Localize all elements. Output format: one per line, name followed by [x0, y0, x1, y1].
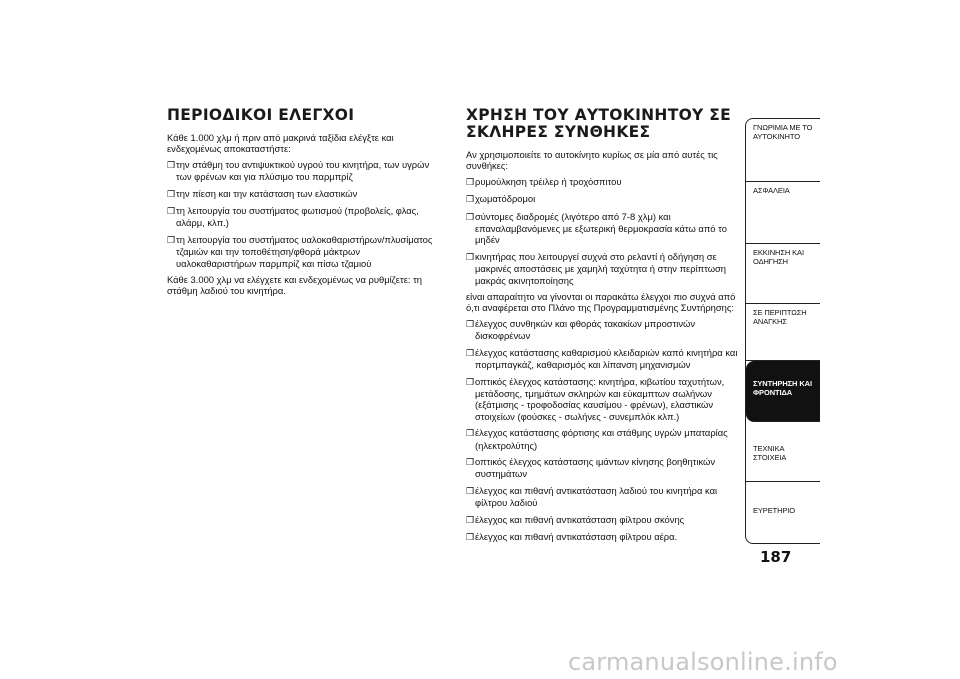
checkbox-bullet-icon: ❒ [167, 234, 176, 245]
frequent-checks-list [466, 318, 742, 544]
left-column [167, 107, 442, 301]
page-number: 187 [760, 548, 792, 566]
list-item: ❒την στάθμη του αντιψυκτικού υγρού του κινητήρα, των υγρών των φρένων και για πλύσιμο του παρμπρίζ [167, 158, 430, 183]
tab-technical-data[interactable]: ΤΕΧΝΙΚΑ ΣΤΟΙΧΕΙΑ [746, 422, 820, 482]
list-item: ❒τη λειτουργία του συστήματος φωτισμού (προβολείς, φλας, αλάρμ, κλπ.) [167, 205, 419, 229]
tab-emergency[interactable]: ΣΕ ΠΕΡΙΠΤΩΣΗ ΑΝΑΓΚΗΣ [746, 304, 820, 361]
list-item: ❒έλεγχος και πιθανή αντικατάσταση λαδιού του κινητήρα και φίλτρου λαδιού [466, 484, 718, 509]
checkbox-bullet-icon: ❒ [167, 188, 176, 199]
list-item: ❒την πίεση και την κατάσταση των ελαστικών [167, 187, 358, 199]
checkbox-bullet-icon: ❒ [466, 485, 475, 496]
list-item: ❒σύντομες διαδρομές (λιγότερο από 7-8 χλμ) και επαναλαμβανόμενες με εξωτερική θερμοκρασία κάτω από το μηδέν [466, 210, 727, 246]
tab-maintenance-care[interactable]: ΣΥΝΤΗΡΗΣΗ ΚΑΙ ΦΡΟΝΤΙΔΑ [746, 361, 820, 422]
section-title-severe-conditions: ΧΡΗΣΗ ΤΟΥ ΑΥΤΟΚΙΝΗΤΟΥ ΣΕ ΣΚΛΗΡΕΣ ΣΥΝΘΗΚΕΣ [466, 106, 732, 141]
tab-starting-driving[interactable]: ΕΚΚΙΝΗΣΗ ΚΑΙ ΟΔΗΓΗΣΗ [746, 244, 820, 304]
list-item: ❒ρυμούλκηση τρέιλερ ή τροχόσπιτου [466, 175, 622, 187]
chapter-tabs [745, 118, 820, 544]
checkbox-bullet-icon: ❒ [466, 531, 475, 542]
checkbox-bullet-icon: ❒ [466, 428, 475, 439]
watermark: carmanualsonline.info [568, 648, 838, 676]
list-item: ❒έλεγχος κατάστασης καθαρισμού κλειδαριών καπό κινητήρα και πορτμπαγκάζ, καθαρισμός και λίπανση μηχανισμών [466, 346, 738, 371]
checkbox-bullet-icon: ❒ [466, 251, 475, 262]
tab-index[interactable]: ΕΥΡΕΤΗΡΙΟ [753, 506, 796, 515]
checkbox-bullet-icon: ❒ [466, 194, 475, 205]
tab-getting-to-know-car[interactable]: ΓΝΩΡΙΜΙΑ ΜΕ ΤΟ ΑΥΤΟΚΙΝΗΤΟ [746, 119, 820, 182]
checkbox-bullet-icon: ❒ [167, 159, 176, 170]
left-intro: Κάθε 1.000 χλμ ή πριν από μακρινά ταξίδια ελέγξτε και ενδεχομένως αποκαταστήστε: [167, 132, 394, 155]
checkbox-bullet-icon: ❒ [466, 176, 475, 187]
right-middle-text: είναι απαραίτητο να γίνονται οι παρακάτω έλεγχοι πιο συχνά από ό,τι αναφέρεται στο Πλάνο της Προγραμματισμένης Συντήρησης: [466, 291, 736, 314]
conditions-list [466, 176, 742, 286]
right-column [466, 107, 742, 548]
list-item: ❒οπτικός έλεγχος κατάστασης: κινητήρα, κιβωτίου ταχυτήτων, μετάδοσης, τμημάτων σκληρών και εύκαμπτων σωλήνων (εξάτμισης - τροφοδοσίας καυσίμου - φρένων), ελαστικών στοιχείων (φούσκες - σωλήνες - συνεμπλόκ κλπ.) [466, 375, 725, 422]
checkbox-bullet-icon: ❒ [466, 514, 475, 525]
list-item: ❒έλεγχος συνθηκών και φθοράς τακακίων μπροστινών δισκοφρένων [466, 317, 696, 342]
list-item: ❒χωματόδρομοι [466, 193, 536, 205]
tab-safety[interactable]: ΑΣΦΑΛΕΙΑ [746, 182, 820, 244]
checkbox-bullet-icon: ❒ [167, 206, 176, 217]
checkbox-bullet-icon: ❒ [466, 347, 475, 358]
list-item: ❒τη λειτουργία του συστήματος υαλοκαθαριστήρων/πλυσίματος τζαμιών και την τοποθέτηση/φθορά μάκτρων υαλοκαθαριστήρων παρμπρίζ και πίσω τζαμιού [167, 233, 433, 269]
list-item: ❒οπτικός έλεγχος κατάστασης ιμάντων κίνησης βοηθητικών συστημάτων [466, 455, 716, 480]
right-intro: Αν χρησιμοποιείτε το αυτοκίνητο κυρίως σε μία από αυτές τις συνθήκες: [466, 149, 718, 172]
checkbox-bullet-icon: ❒ [466, 376, 475, 387]
list-item: ❒έλεγχος και πιθανή αντικατάσταση φίλτρου αέρα. [466, 530, 678, 542]
checkbox-bullet-icon: ❒ [466, 456, 475, 467]
left-check-list [167, 159, 442, 269]
list-item: ❒κινητήρας που λειτουργεί συχνά στο ρελαντί ή οδήγηση σε μακρινές αποστάσεις με χαμηλή ταχύτητα ή στην περίπτωση μακράς ακινητοποίησης [466, 250, 727, 286]
checkbox-bullet-icon: ❒ [466, 211, 475, 222]
list-item: ❒έλεγχος κατάστασης φόρτισης και στάθμης υγρών μπαταρίας (ηλεκτρολύτης) [466, 427, 728, 451]
checkbox-bullet-icon: ❒ [466, 318, 475, 329]
section-title-periodic-checks: ΠΕΡΙΟΔΙΚΟΙ ΕΛΕΓΧΟΙ [167, 106, 355, 124]
list-item: ❒έλεγχος και πιθανή αντικατάσταση φίλτρου σκόνης [466, 513, 685, 525]
left-outro: Κάθε 3.000 χλμ να ελέγχετε και ενδεχομένως να ρυθμίζετε: τη στάθμη λαδιού του κινητήρα. [167, 274, 423, 297]
